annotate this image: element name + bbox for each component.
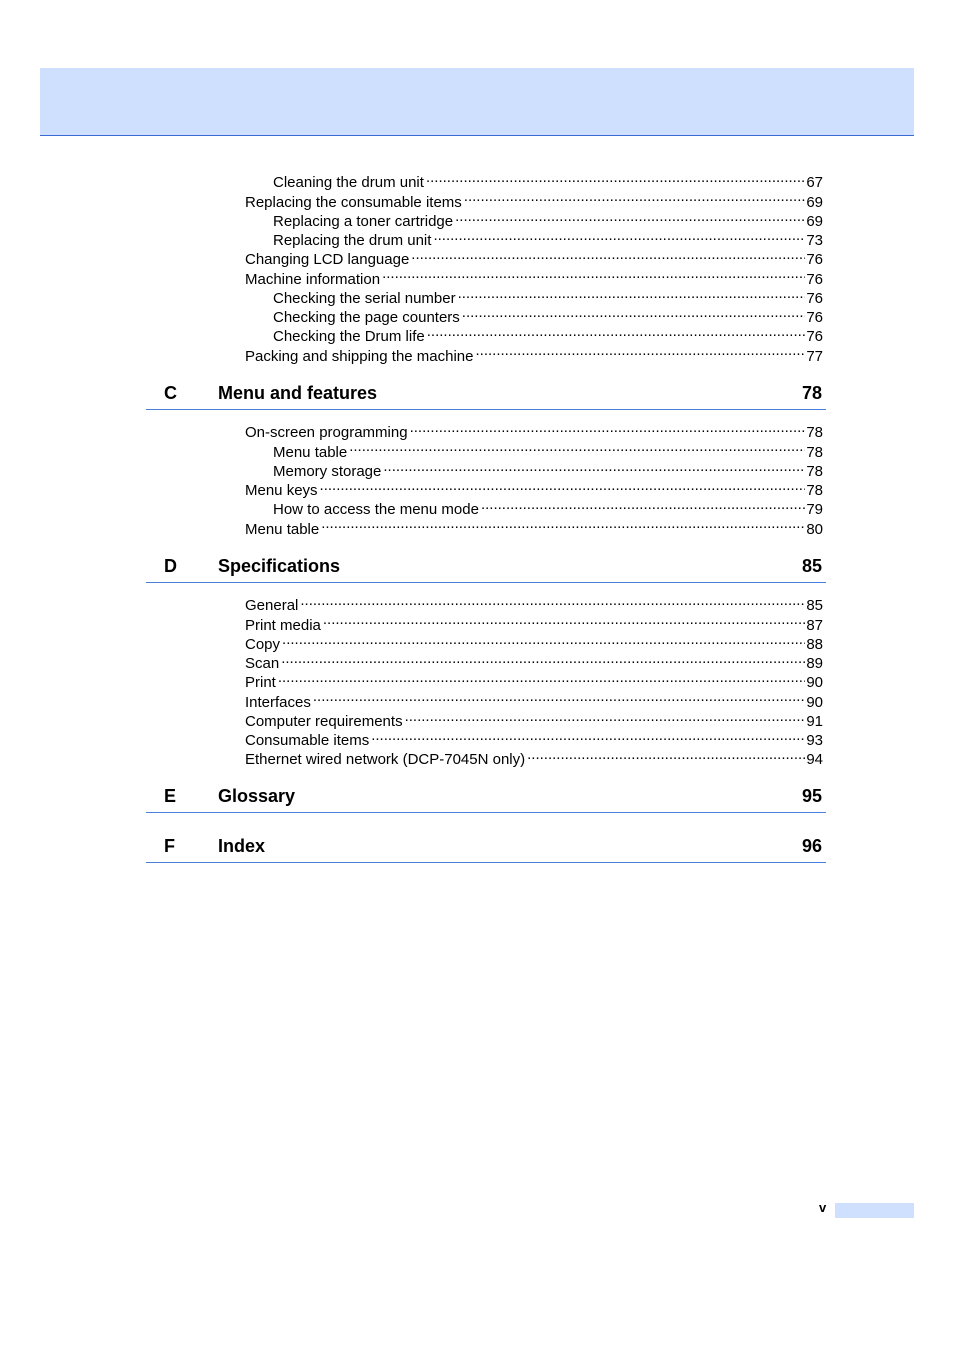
- toc-entry-label: Consumable items: [245, 732, 370, 749]
- toc-entry[interactable]: [245, 591, 823, 615]
- chapter-letter: D: [164, 556, 177, 576]
- dot-leader: [320, 476, 806, 495]
- chapter-letter: C: [164, 383, 177, 403]
- toc-entry-label: Replacing a toner cartridge: [273, 212, 454, 230]
- dot-leader: [455, 207, 805, 226]
- toc-block-d: [245, 591, 823, 769]
- toc-entry-page: 90: [806, 693, 823, 711]
- toc-entry-label: Memory storage: [273, 462, 382, 480]
- dot-leader: [282, 630, 805, 649]
- toc-entry-page: 76: [806, 270, 823, 288]
- dot-leader: [427, 322, 806, 341]
- chapter-page: 95: [801, 786, 822, 806]
- dot-leader: [481, 495, 805, 514]
- toc-entry-label: Print media: [245, 616, 321, 634]
- chapter-heading-e[interactable]: [146, 786, 826, 813]
- footer-band: [835, 1203, 914, 1218]
- toc-entry-label: Checking the Drum life: [273, 328, 425, 346]
- toc-entry-page: 78: [806, 482, 823, 499]
- dot-leader: [371, 726, 805, 745]
- toc-entry-page: 73: [806, 232, 823, 249]
- toc-entry-label: Menu keys: [245, 482, 318, 499]
- dot-leader: [410, 418, 806, 437]
- chapter-title: Specifications: [218, 556, 341, 576]
- dot-leader: [464, 187, 806, 206]
- chapter-heading-f[interactable]: [146, 836, 826, 863]
- dot-leader: [476, 341, 806, 360]
- toc-entry-page: 69: [806, 212, 823, 230]
- dot-leader: [458, 284, 806, 303]
- chapter-letter: F: [164, 836, 175, 856]
- toc-entry-page: 69: [806, 193, 823, 211]
- toc-entry-page: 94: [806, 751, 823, 769]
- chapter-page: 85: [801, 556, 822, 576]
- dot-leader: [411, 245, 805, 264]
- dot-leader: [321, 514, 805, 533]
- header-band: [40, 68, 914, 136]
- dot-leader: [281, 649, 805, 668]
- dot-leader: [300, 591, 805, 610]
- toc-entry-page: 93: [806, 732, 823, 749]
- toc-entry-label: Packing and shipping the machine: [245, 347, 474, 365]
- toc-entry-page: 79: [806, 501, 823, 519]
- dot-leader: [527, 745, 805, 764]
- toc-entry-label: Checking the page counters: [273, 309, 460, 326]
- toc-entry-label: Menu table: [273, 443, 348, 461]
- toc-entry[interactable]: [245, 495, 823, 519]
- toc-entry-label: Copy: [245, 635, 281, 653]
- toc-entry-page: 89: [806, 655, 823, 672]
- toc-entry-label: General: [245, 597, 299, 615]
- dot-leader: [349, 437, 805, 456]
- toc-entry-page: 78: [806, 424, 823, 442]
- chapter-heading-d[interactable]: [146, 556, 826, 583]
- toc-entry[interactable]: [245, 610, 823, 634]
- toc-entry-label: Checking the serial number: [273, 289, 456, 307]
- toc-entry-page: 67: [806, 174, 823, 192]
- dot-leader: [433, 226, 805, 245]
- dot-leader: [313, 687, 805, 706]
- toc-entry[interactable]: [245, 168, 823, 192]
- toc-entry-label: Menu table: [245, 520, 320, 538]
- dot-leader: [426, 168, 805, 187]
- toc-entry-page: 78: [806, 462, 823, 480]
- toc-entry-page: 90: [806, 674, 823, 692]
- chapter-page: 96: [801, 836, 822, 856]
- toc-entry-label: On-screen programming: [245, 424, 408, 442]
- toc-entry[interactable]: [245, 687, 823, 711]
- dot-leader: [405, 707, 806, 726]
- toc-entry-page: 78: [806, 443, 823, 461]
- toc-entry-page: 76: [806, 309, 823, 326]
- toc-entry-label: Machine information: [245, 270, 381, 288]
- toc-entry[interactable]: [245, 707, 823, 730]
- toc-entry-label: How to access the menu mode: [273, 501, 479, 519]
- toc-entry[interactable]: [245, 476, 823, 499]
- toc-block-top: [245, 168, 823, 365]
- toc-entry-page: 91: [806, 712, 823, 730]
- toc-entry-page: 80: [806, 520, 823, 538]
- toc-entry[interactable]: [245, 418, 823, 442]
- dot-leader: [323, 610, 805, 629]
- toc-entry-label: Interfaces: [245, 693, 311, 711]
- toc-entry-page: 85: [806, 597, 823, 615]
- toc-entry-page: 76: [806, 328, 823, 346]
- toc-entry-label: Cleaning the drum unit: [273, 174, 424, 192]
- toc-entry-label: Changing LCD language: [245, 251, 410, 269]
- dot-leader: [462, 303, 806, 322]
- chapter-title: Glossary: [218, 786, 296, 806]
- dot-leader: [383, 457, 805, 476]
- dot-leader: [382, 264, 805, 283]
- toc-entry-label: Ethernet wired network (DCP-7045N only): [245, 751, 526, 769]
- toc-entry[interactable]: [245, 514, 823, 538]
- toc-block-c: [245, 418, 823, 538]
- toc-entry-page: 76: [806, 251, 823, 269]
- toc-entry[interactable]: [245, 668, 823, 692]
- toc-entry-label: Print: [245, 674, 276, 692]
- toc-entry-page: 87: [806, 616, 823, 634]
- chapter-page: 78: [801, 383, 822, 403]
- toc-entry-label: Replacing the consumable items: [245, 193, 462, 211]
- toc-entry-label: Replacing the drum unit: [273, 232, 432, 249]
- toc-entry-page: 88: [806, 635, 823, 653]
- toc-entry-page: 76: [806, 289, 823, 307]
- toc-entry[interactable]: [245, 649, 823, 672]
- chapter-heading-c[interactable]: [146, 383, 826, 410]
- chapter-title: Menu and features: [218, 383, 378, 403]
- toc-entry-label: Computer requirements: [245, 712, 403, 730]
- chapter-title: Index: [218, 836, 266, 856]
- dot-leader: [278, 668, 805, 687]
- toc-entry[interactable]: [245, 630, 823, 653]
- toc-entry-label: Scan: [245, 655, 280, 672]
- toc-entry-page: 77: [806, 347, 823, 365]
- footer-page-number: v: [819, 1200, 827, 1215]
- chapter-letter: E: [164, 786, 177, 806]
